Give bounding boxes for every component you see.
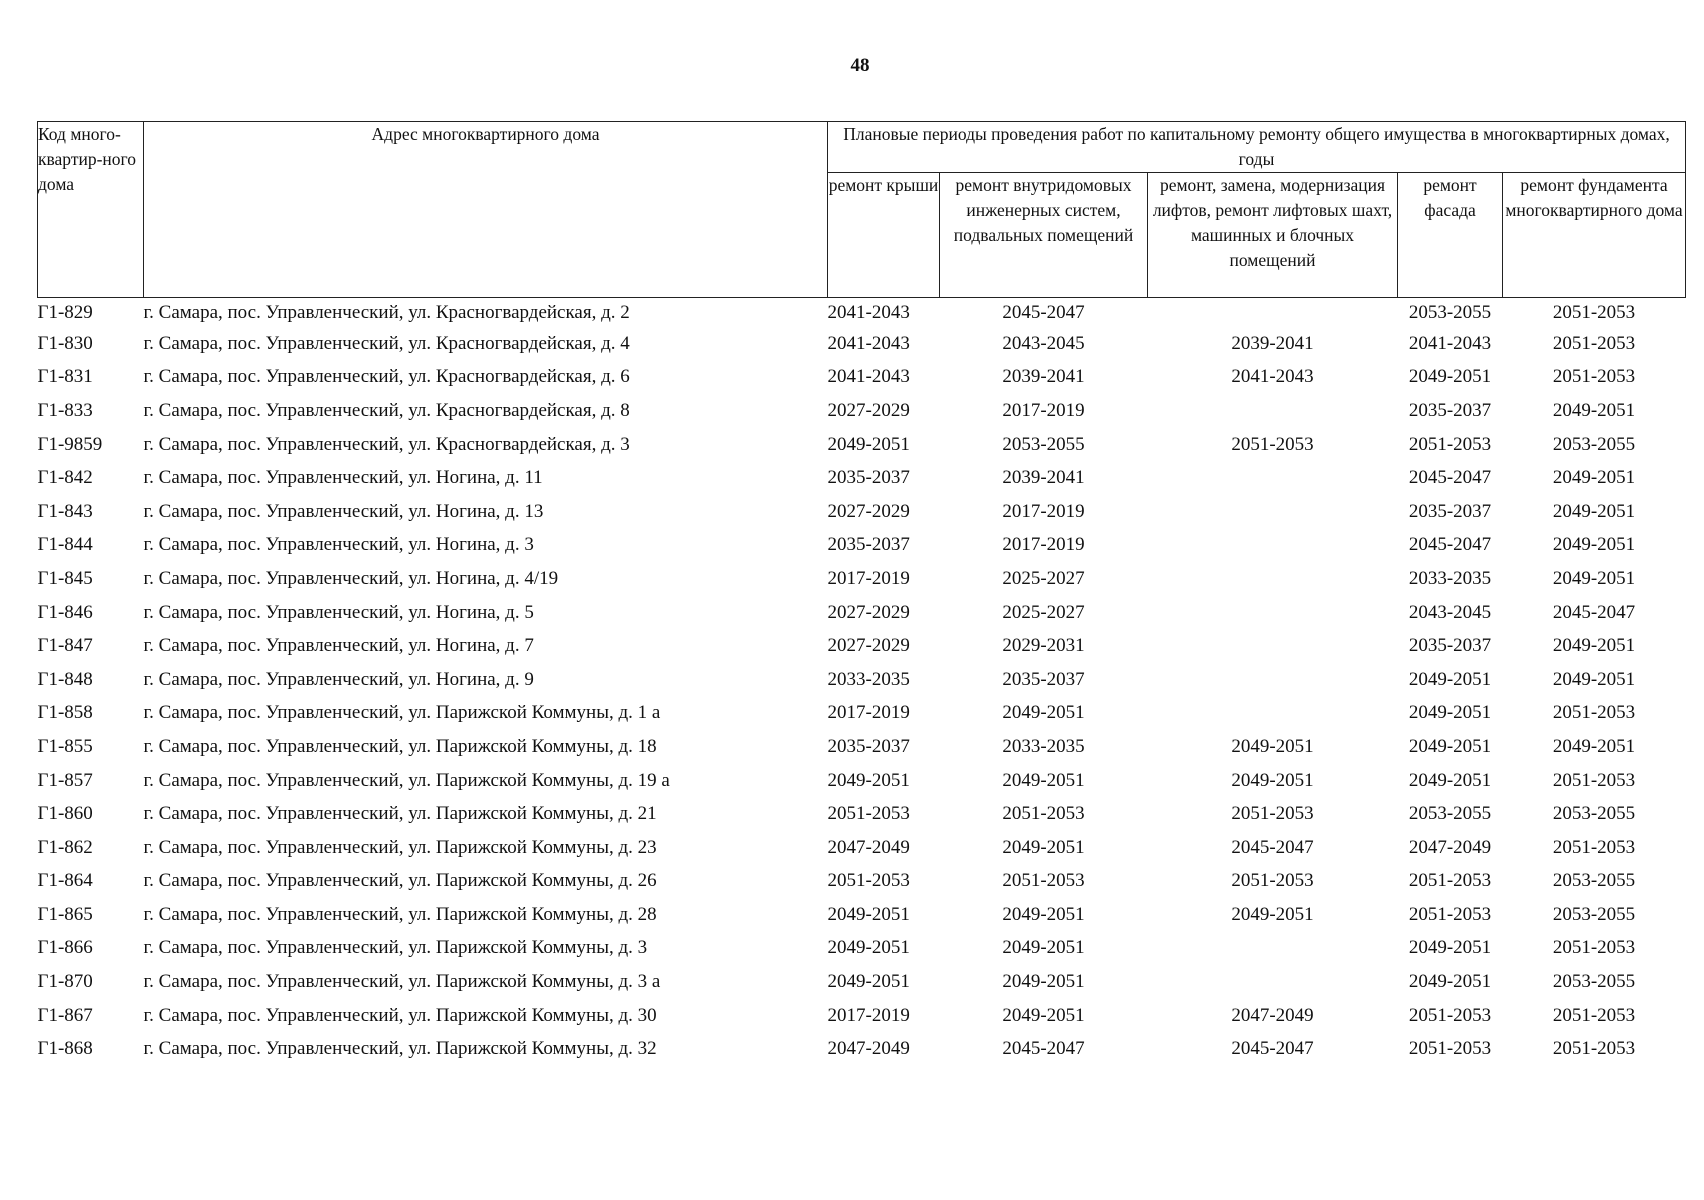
table-row [38,529,1686,563]
table-row [38,797,1686,831]
table-row [38,394,1686,428]
cell-facade: 2035-2037 [1408,399,1492,421]
cell-foundation: 2051-2053 [1552,366,1636,388]
table-row [38,898,1686,932]
cell-foundation: 2049-2051 [1552,668,1636,690]
cell-code: Г1-829 [37,301,93,323]
cell-roof: 2049-2051 [827,433,910,455]
cell-foundation: 2053-2055 [1552,971,1636,993]
cell-address: г. Самара, пос. Управленческий, ул. Парижской Коммуны, д. 28 [143,903,657,925]
table-row [38,596,1686,630]
cell-code: Г1-857 [37,769,93,791]
cell-address: г. Самара, пос. Управленческий, ул. Парижской Коммуны, д. 18 [143,735,657,757]
cell-address: г. Самара, пос. Управленческий, ул. Парижской Коммуны, д. 30 [143,1004,657,1026]
cell-roof: 2017-2019 [827,567,910,589]
table-row [38,361,1686,395]
cell-facade: 2053-2055 [1408,301,1492,323]
cell-foundation: 2049-2051 [1552,735,1636,757]
cell-address: г. Самара, пос. Управленческий, ул. Ногина, д. 3 [143,534,534,556]
cell-facade: 2045-2047 [1408,534,1492,556]
cell-foundation: 2053-2055 [1552,870,1636,892]
cell-address: г. Самара, пос. Управленческий, ул. Ногина, д. 7 [143,635,534,657]
cell-roof: 2051-2053 [827,803,910,825]
cell-roof: 2027-2029 [827,500,910,522]
table-row [38,1032,1686,1066]
header-periods-group: Плановые периоды проведения работ по капитальному ремонту общего имущества в многоквартирных домах, годы [828,122,1686,173]
cell-roof: 2049-2051 [827,769,910,791]
cell-code: Г1-831 [37,366,93,388]
cell-engineering: 2017-2019 [1002,399,1085,421]
cell-engineering: 2051-2053 [1002,803,1085,825]
cell-code: Г1-846 [37,601,93,623]
cell-foundation: 2049-2051 [1552,635,1636,657]
table-row [38,629,1686,663]
cell-foundation: 2049-2051 [1552,534,1636,556]
cell-roof: 2033-2035 [827,668,910,690]
cell-facade: 2049-2051 [1408,971,1492,993]
cell-engineering: 2045-2047 [1002,1038,1085,1060]
cell-elevators [1148,394,1398,428]
repair-schedule-table [37,121,1686,1066]
cell-roof: 2047-2049 [827,1038,910,1060]
cell-foundation: 2053-2055 [1552,903,1636,925]
cell-facade: 2045-2047 [1408,467,1492,489]
cell-facade: 2033-2035 [1408,567,1492,589]
cell-roof: 2041-2043 [827,366,910,388]
table-row [38,932,1686,966]
table-row [38,730,1686,764]
cell-address: г. Самара, пос. Управленческий, ул. Ногина, д. 4/19 [143,567,559,589]
header-roof: ремонт крыши [828,173,940,298]
cell-foundation: 2053-2055 [1552,433,1636,455]
cell-engineering: 2049-2051 [1002,702,1085,724]
cell-foundation: 2049-2051 [1552,500,1636,522]
cell-elevators: 2047-2049 [1231,1004,1314,1026]
cell-roof: 2027-2029 [827,635,910,657]
cell-engineering: 2049-2051 [1002,903,1085,925]
cell-address: г. Самара, пос. Управленческий, ул. Парижской Коммуны, д. 32 [143,1038,657,1060]
cell-code: Г1-866 [37,937,93,959]
cell-address: г. Самара, пос. Управленческий, ул. Красногвардейская, д. 4 [143,332,630,354]
cell-facade: 2043-2045 [1408,601,1492,623]
table-row [38,327,1686,361]
cell-facade: 2049-2051 [1408,769,1492,791]
cell-code: Г1-830 [37,332,93,354]
cell-roof: 2041-2043 [827,301,910,323]
cell-roof: 2017-2019 [827,702,910,724]
cell-foundation: 2045-2047 [1552,601,1636,623]
cell-elevators: 2051-2053 [1231,803,1314,825]
cell-foundation: 2049-2051 [1552,467,1636,489]
cell-facade: 2051-2053 [1408,870,1492,892]
cell-facade: 2053-2055 [1408,803,1492,825]
cell-facade: 2051-2053 [1408,1004,1492,1026]
table-row [38,764,1686,798]
cell-address: г. Самара, пос. Управленческий, ул. Ногина, д. 11 [143,467,543,489]
cell-elevators [1148,495,1398,529]
table-header [38,122,1686,298]
cell-engineering: 2049-2051 [1002,769,1085,791]
cell-facade: 2049-2051 [1408,735,1492,757]
cell-roof: 2049-2051 [827,903,910,925]
cell-engineering: 2025-2027 [1002,601,1085,623]
cell-elevators: 2049-2051 [1231,769,1314,791]
cell-foundation: 2051-2053 [1552,702,1636,724]
cell-code: Г1-860 [37,803,93,825]
cell-engineering: 2049-2051 [1002,1004,1085,1026]
table-row [38,965,1686,999]
cell-roof: 2047-2049 [827,836,910,858]
table-row [38,663,1686,697]
cell-address: г. Самара, пос. Управленческий, ул. Парижской Коммуны, д. 26 [143,870,657,892]
cell-elevators: 2049-2051 [1231,735,1314,757]
cell-code: Г1-844 [37,534,93,556]
cell-elevators: 2041-2043 [1231,366,1314,388]
cell-foundation: 2049-2051 [1552,567,1636,589]
table-row [38,831,1686,865]
cell-address: г. Самара, пос. Управленческий, ул. Парижской Коммуны, д. 3 а [143,971,661,993]
cell-engineering: 2029-2031 [1002,635,1085,657]
cell-foundation: 2051-2053 [1552,301,1636,323]
cell-elevators [1148,596,1398,630]
table-body [38,298,1686,1067]
cell-elevators [1148,965,1398,999]
cell-engineering: 2043-2045 [1002,332,1085,354]
cell-facade: 2035-2037 [1408,500,1492,522]
cell-foundation: 2051-2053 [1552,1038,1636,1060]
cell-facade: 2049-2051 [1408,702,1492,724]
cell-engineering: 2039-2041 [1002,467,1085,489]
cell-elevators [1148,697,1398,731]
cell-elevators [1148,562,1398,596]
cell-elevators [1148,461,1398,495]
cell-elevators: 2051-2053 [1231,870,1314,892]
cell-elevators: 2045-2047 [1231,836,1314,858]
table-row [38,495,1686,529]
cell-foundation: 2053-2055 [1552,803,1636,825]
cell-code: Г1-862 [37,836,93,858]
cell-engineering: 2025-2027 [1002,567,1085,589]
table-row [38,428,1686,462]
cell-roof: 2041-2043 [827,332,910,354]
cell-address: г. Самара, пос. Управленческий, ул. Ногина, д. 9 [143,668,534,690]
cell-address: г. Самара, пос. Управленческий, ул. Парижской Коммуны, д. 1 а [143,702,661,724]
cell-engineering: 2053-2055 [1002,433,1085,455]
cell-roof: 2017-2019 [827,1004,910,1026]
cell-facade: 2051-2053 [1408,903,1492,925]
cell-code: Г1-865 [37,903,93,925]
cell-address: г. Самара, пос. Управленческий, ул. Ногина, д. 13 [143,500,544,522]
cell-engineering: 2033-2035 [1002,735,1085,757]
cell-engineering: 2039-2041 [1002,366,1085,388]
header-code: Код много-квартир-ного дома [38,122,144,298]
cell-code: Г1-833 [37,399,93,421]
cell-roof: 2027-2029 [827,601,910,623]
cell-roof: 2035-2037 [827,735,910,757]
cell-elevators: 2039-2041 [1231,332,1314,354]
cell-facade: 2035-2037 [1408,635,1492,657]
cell-elevators [1148,629,1398,663]
cell-elevators [1148,663,1398,697]
cell-engineering: 2045-2047 [1002,301,1085,323]
cell-address: г. Самара, пос. Управленческий, ул. Парижской Коммуны, д. 3 [143,937,648,959]
cell-elevators: 2051-2053 [1231,433,1314,455]
cell-code: Г1-870 [37,971,93,993]
cell-elevators [1148,529,1398,563]
cell-facade: 2049-2051 [1408,937,1492,959]
cell-code: Г1-864 [37,870,93,892]
header-engineering: ремонт внутридомовых инженерных систем, подвальных помещений [940,173,1148,298]
cell-engineering: 2035-2037 [1002,668,1085,690]
header-address: Адрес многоквартирного дома [144,122,828,298]
cell-engineering: 2017-2019 [1002,534,1085,556]
cell-address: г. Самара, пос. Управленческий, ул. Красногвардейская, д. 6 [143,366,630,388]
cell-facade: 2051-2053 [1408,433,1492,455]
cell-foundation: 2051-2053 [1552,836,1636,858]
cell-facade: 2041-2043 [1408,332,1492,354]
cell-roof: 2035-2037 [827,467,910,489]
cell-engineering: 2051-2053 [1002,870,1085,892]
table-row [38,298,1686,328]
cell-roof: 2049-2051 [827,971,910,993]
cell-facade: 2049-2051 [1408,366,1492,388]
cell-elevators [1148,298,1398,328]
cell-address: г. Самара, пос. Управленческий, ул. Парижской Коммуны, д. 23 [143,836,657,858]
cell-foundation: 2049-2051 [1552,399,1636,421]
cell-code: Г1-842 [37,467,93,489]
cell-address: г. Самара, пос. Управленческий, ул. Красногвардейская, д. 2 [143,301,630,323]
table-row [38,697,1686,731]
cell-foundation: 2051-2053 [1552,332,1636,354]
table-row [38,562,1686,596]
table-row [38,999,1686,1033]
cell-code: Г1-858 [37,702,93,724]
cell-code: Г1-843 [37,500,93,522]
cell-address: г. Самара, пос. Управленческий, ул. Парижской Коммуны, д. 21 [143,803,657,825]
cell-foundation: 2051-2053 [1552,769,1636,791]
cell-roof: 2035-2037 [827,534,910,556]
cell-code: Г1-855 [37,735,93,757]
cell-roof: 2049-2051 [827,937,910,959]
cell-foundation: 2051-2053 [1552,1004,1636,1026]
table-row [38,461,1686,495]
cell-code: Г1-868 [37,1038,93,1060]
cell-address: г. Самара, пос. Управленческий, ул. Парижской Коммуны, д. 19 а [143,769,670,791]
page-number: 48 [850,55,870,76]
header-foundation: ремонт фундамента многоквартирного дома [1503,173,1686,298]
cell-address: г. Самара, пос. Управленческий, ул. Красногвардейская, д. 8 [143,399,630,421]
cell-elevators: 2049-2051 [1231,903,1314,925]
cell-address: г. Самара, пос. Управленческий, ул. Ногина, д. 5 [143,601,534,623]
cell-code: Г1-848 [37,668,93,690]
cell-roof: 2027-2029 [827,399,910,421]
cell-code: Г1-845 [37,567,93,589]
header-elevators: ремонт, замена, модернизация лифтов, ремонт лифтовых шахт, машинных и блочных помещений [1148,173,1398,298]
cell-elevators: 2045-2047 [1231,1038,1314,1060]
cell-foundation: 2051-2053 [1552,937,1636,959]
cell-elevators [1148,932,1398,966]
cell-code: Г1-9859 [37,433,103,455]
table-row [38,865,1686,899]
cell-engineering: 2049-2051 [1002,836,1085,858]
cell-facade: 2047-2049 [1408,836,1492,858]
cell-facade: 2051-2053 [1408,1038,1492,1060]
cell-code: Г1-867 [37,1004,93,1026]
cell-engineering: 2049-2051 [1002,937,1085,959]
cell-code: Г1-847 [37,635,93,657]
cell-engineering: 2017-2019 [1002,500,1085,522]
header-facade: ремонт фасада [1398,173,1503,298]
cell-address: г. Самара, пос. Управленческий, ул. Красногвардейская, д. 3 [143,433,630,455]
cell-roof: 2051-2053 [827,870,910,892]
cell-facade: 2049-2051 [1408,668,1492,690]
cell-engineering: 2049-2051 [1002,971,1085,993]
